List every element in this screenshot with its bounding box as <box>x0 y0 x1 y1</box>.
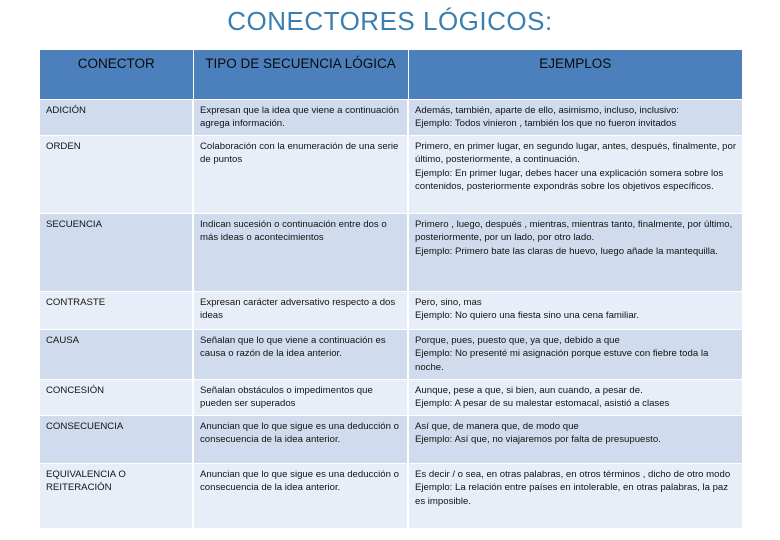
cell-tipo: Señalan obstáculos o impedimentos que pueden ser superados <box>193 380 408 416</box>
ejemplo-sentence: Ejemplo: En primer lugar, debes hacer una explicación somera sobre los contenidos, posteriormente expondrás sobre los objetivos específicos. <box>415 167 724 193</box>
cell-ejemplos <box>408 136 742 214</box>
table-row <box>40 136 742 214</box>
table-body <box>40 100 742 528</box>
table-row <box>40 292 742 330</box>
ejemplo-sentence: Ejemplo: Primero bate las claras de huevo, luego añade la mantequilla. <box>415 245 718 257</box>
ejemplo-connectors: Además, también, aparte de ello, asimismo, incluso, inclusivo: <box>415 105 679 116</box>
ejemplo-connectors: Primero , luego, después , mientras, mientras tanto, finalmente, por último, posteriormente, por un lado, por otro lado. <box>415 219 733 244</box>
header-ejemplos: EJEMPLOS <box>408 50 742 100</box>
cell-ejemplos <box>408 464 742 528</box>
cell-conector: CONSECUENCIA <box>40 416 193 464</box>
ejemplo-connectors: Primero, en primer lugar, en segundo lugar, antes, después, finalmente, por último, posteriormente, a continuación. <box>415 141 737 166</box>
header-conector: CONECTOR <box>40 50 193 100</box>
cell-tipo: Colaboración con la enumeración de una serie de puntos <box>193 136 408 214</box>
cell-tipo: Señalan que lo que viene a continuación es causa o razón de la idea anterior. <box>193 330 408 380</box>
cell-conector: SECUENCIA <box>40 214 193 292</box>
table-row <box>40 380 742 416</box>
cell-conector: ADICIÓN <box>40 100 193 136</box>
table-header <box>40 50 742 100</box>
table-row <box>40 330 742 380</box>
table-row <box>40 416 742 464</box>
cell-ejemplos <box>408 416 742 464</box>
cell-conector: CAUSA <box>40 330 193 380</box>
connectors-table <box>40 50 742 528</box>
ejemplo-connectors: Así que, de manera que, de modo que <box>415 421 579 432</box>
ejemplo-sentence: Ejemplo: No quiero una fiesta sino una cena familiar. <box>415 310 639 322</box>
cell-tipo: Indican sucesión o continuación entre dos o más ideas o acontecimientos <box>193 214 408 292</box>
ejemplo-connectors: Porque, pues, puesto que, ya que, debido a que <box>415 335 620 346</box>
cell-tipo: Anuncian que lo que sigue es una deducción o consecuencia de la idea anterior. <box>193 464 408 528</box>
cell-tipo: Expresan que la idea que viene a continuación agrega información. <box>193 100 408 136</box>
cell-conector: CONTRASTE <box>40 292 193 330</box>
cell-tipo: Expresan carácter adversativo respecto a dos ideas <box>193 292 408 330</box>
cell-ejemplos <box>408 380 742 416</box>
table-row <box>40 100 742 136</box>
ejemplo-connectors: Aunque, pese a que, si bien, aun cuando, a pesar de. <box>415 385 643 396</box>
cell-conector: CONCESIÓN <box>40 380 193 416</box>
ejemplo-sentence: Ejemplo: A pesar de su malestar estomacal, asistió a clases <box>415 398 670 410</box>
ejemplo-sentence: Ejemplo: Todos vinieron , también los que no fueron invitados <box>415 118 677 130</box>
cell-tipo: Anuncian que lo que sigue es una deducción o consecuencia de la idea anterior. <box>193 416 408 464</box>
page-title: CONECTORES LÓGICOS: <box>227 6 553 36</box>
cell-ejemplos <box>408 100 742 136</box>
ejemplo-connectors: Pero, sino, mas <box>415 297 482 308</box>
cell-ejemplos <box>408 214 742 292</box>
ejemplo-connectors: Es decir / o sea, en otras palabras, en otros términos , dicho de otro modo <box>415 469 731 480</box>
ejemplo-sentence: Ejemplo: La relación entre países en intolerable, en otras palabras, la paz es imposible. <box>415 482 729 507</box>
ejemplo-sentence: Ejemplo: Así que, no viajaremos por falta de presupuesto. <box>415 434 661 446</box>
header-tipo: TIPO DE SECUENCIA LÓGICA <box>193 50 408 100</box>
table-row <box>40 214 742 292</box>
cell-conector: ORDEN <box>40 136 193 214</box>
ejemplo-sentence: Ejemplo: No presenté mi asignación porque estuve con fiebre toda la noche. <box>415 348 709 373</box>
cell-ejemplos <box>408 292 742 330</box>
cell-conector: EQUIVALENCIA O REITERACIÓN <box>40 464 193 528</box>
cell-ejemplos <box>408 330 742 380</box>
table-row <box>40 464 742 528</box>
